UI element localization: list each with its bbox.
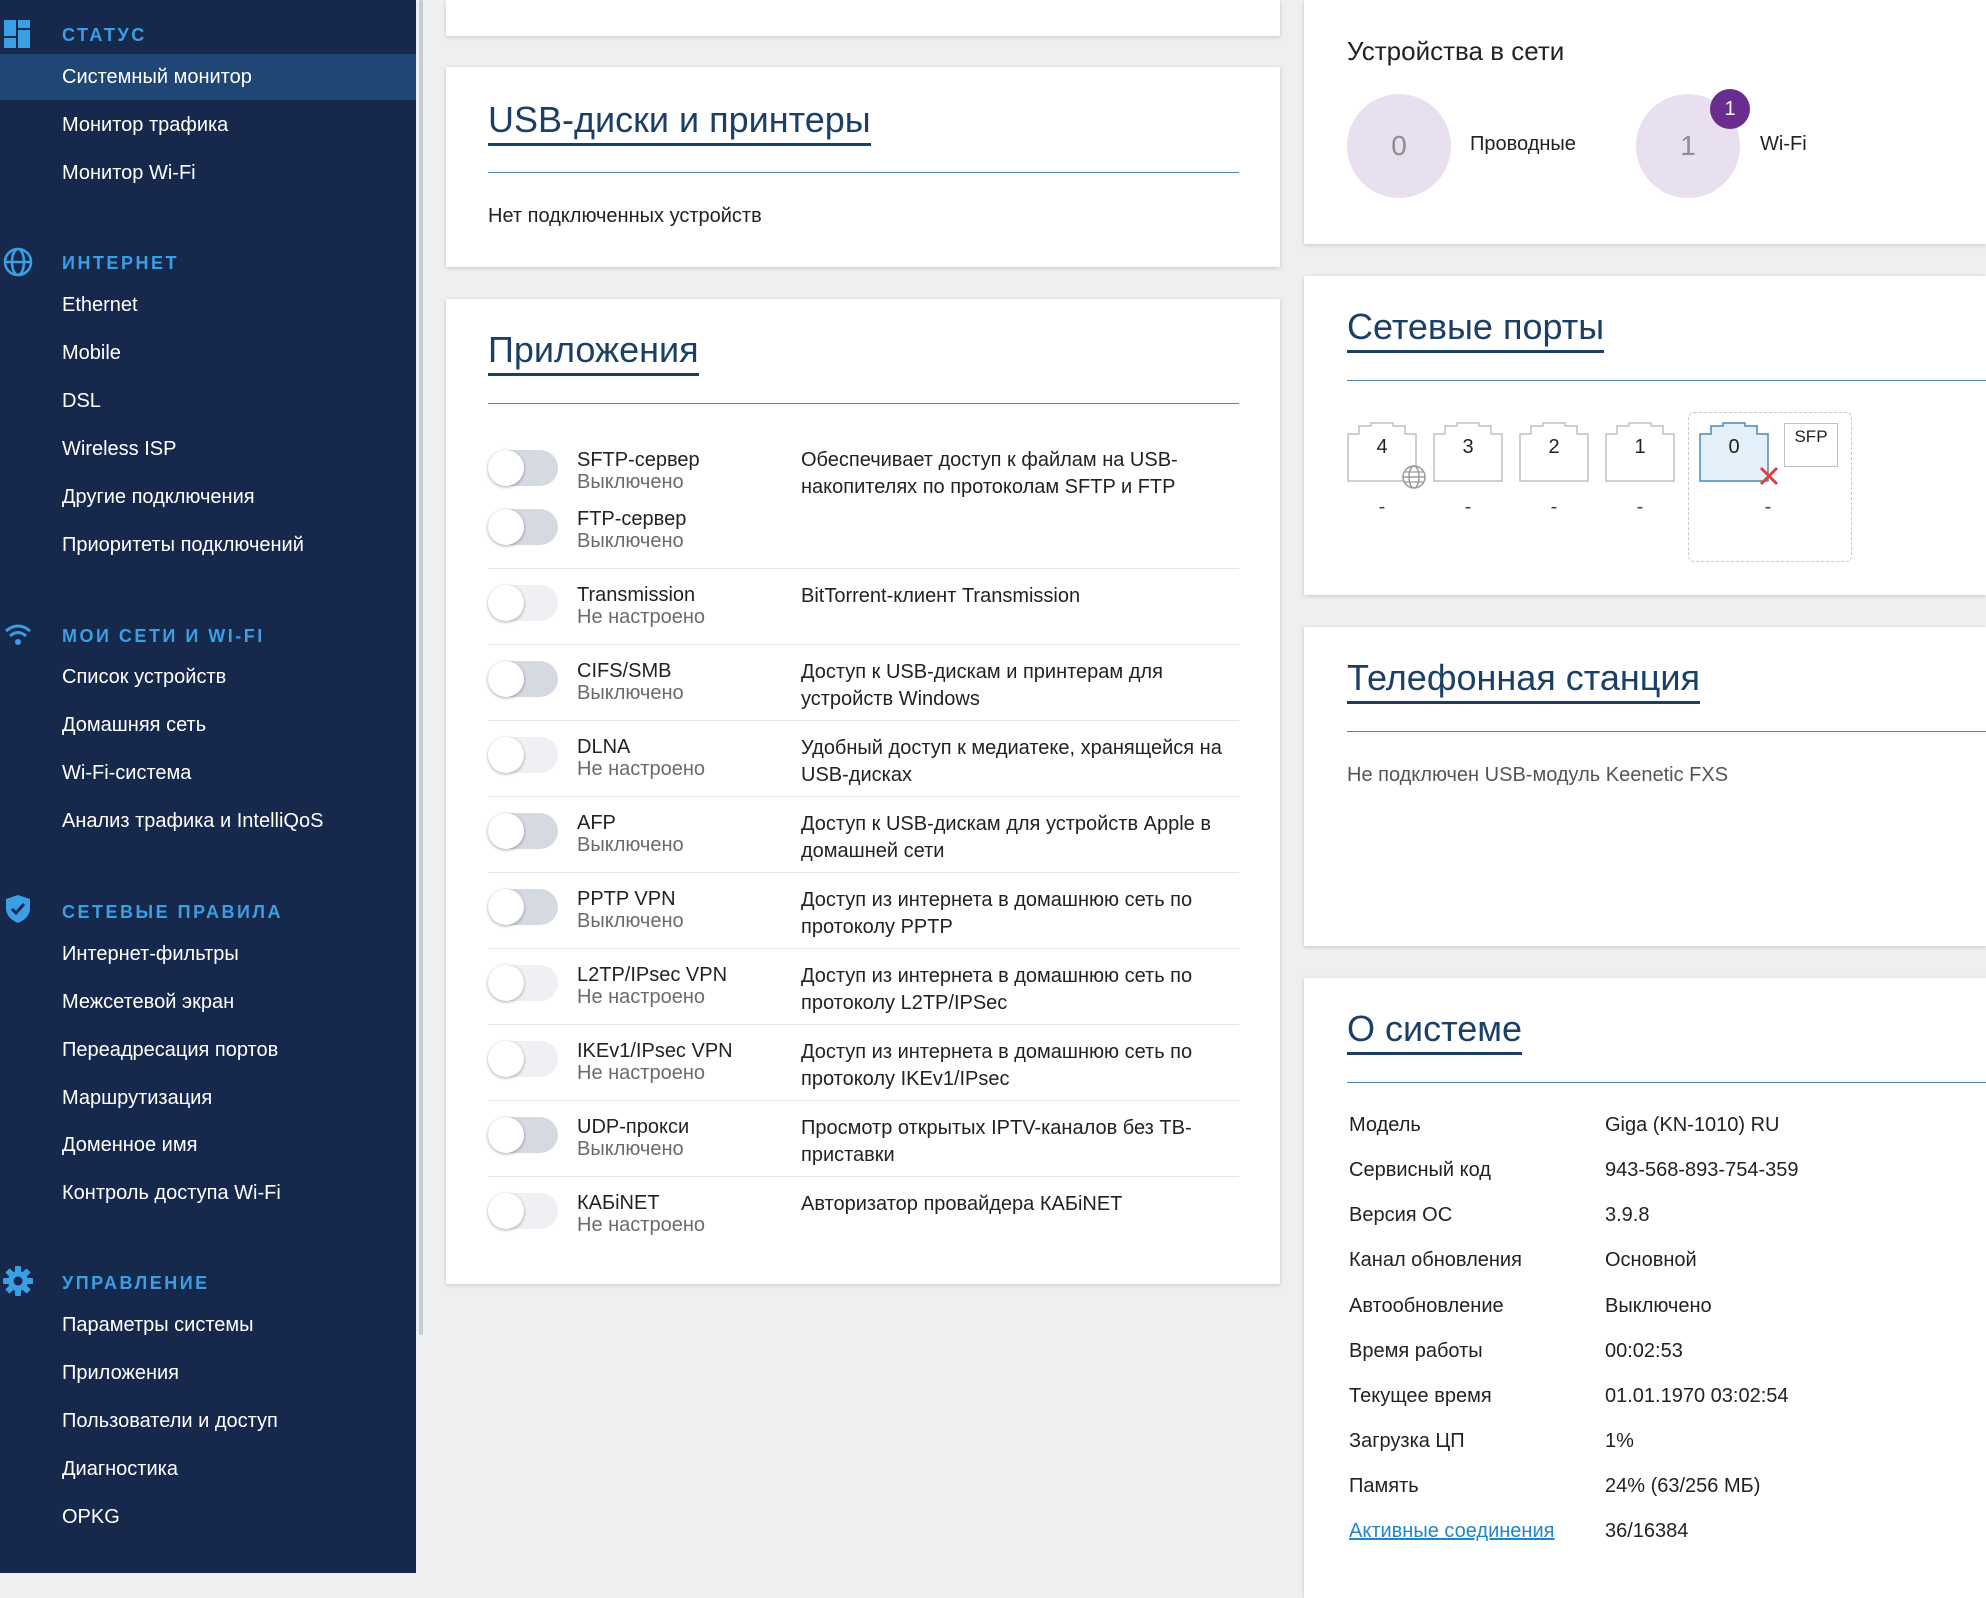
app-status: Не настроено [577, 1062, 705, 1084]
info-value-current-time: 01.01.1970 03:02:54 [1605, 1385, 1789, 1407]
sidebar-item-wireless-isp[interactable]: Wireless ISP [62, 438, 177, 460]
info-key-os-version: Версия ОС [1349, 1204, 1453, 1226]
devices-title: Устройства в сети [1347, 36, 1565, 66]
sidebar-item-home-network[interactable]: Домашняя сеть [62, 714, 207, 736]
apps-card-divider [488, 403, 1239, 404]
app-name: L2TP/IPsec VPN [577, 964, 728, 986]
active-connections-link[interactable]: Активные соединения [1349, 1520, 1555, 1542]
ikev1-toggle[interactable] [488, 1041, 558, 1077]
info-key-uptime: Время работы [1349, 1340, 1483, 1362]
app-desc: Удобный доступ к медиатеке, хранящейся на USB-дисках [801, 737, 1222, 786]
app-name: UDP-прокси [577, 1116, 690, 1138]
sidebar-item-firewall[interactable]: Межсетевой экран [62, 991, 235, 1013]
sidebar-item-domain-name[interactable]: Доменное имя [62, 1134, 198, 1156]
sftp-toggle[interactable] [488, 450, 558, 486]
pptp-toggle[interactable] [488, 889, 558, 925]
app-desc: Доступ к USB-дискам для устройств Apple в домашней сети [801, 813, 1211, 862]
udp-proxy-toggle[interactable] [488, 1117, 558, 1153]
usb-empty-text: Нет подключенных устройств [488, 205, 762, 227]
system-card-title: О системе [1347, 1008, 1522, 1055]
app-desc: Доступ из интернета в домашнюю сеть по протоколу IKEv1/IPsec [801, 1041, 1193, 1090]
wired-count[interactable]: 0 [1347, 94, 1451, 198]
app-status: Выключено [577, 1138, 684, 1160]
phone-status-text: Не подключен USB-модуль Keenetic FXS [1347, 764, 1729, 786]
app-name: IKEv1/IPsec VPN [577, 1040, 733, 1062]
port-2-label: 2 [1548, 436, 1560, 458]
sidebar-item-routing[interactable]: Маршрутизация [62, 1087, 213, 1109]
info-key-cpu-load: Загрузка ЦП [1349, 1430, 1465, 1452]
app-status: Не настроено [577, 986, 705, 1008]
port-0-label: 0 [1728, 436, 1740, 458]
wifi-count[interactable]: 1 [1636, 94, 1740, 198]
wifi-badge: 1 [1710, 89, 1750, 129]
sidebar-item-mobile[interactable]: Mobile [62, 342, 121, 364]
system-card-divider [1347, 1082, 1986, 1083]
sfp-port[interactable]: SFP [1784, 423, 1838, 467]
sidebar-item-traffic-analysis[interactable]: Анализ трафика и IntelliQoS [62, 810, 324, 832]
phone-card [1304, 627, 1986, 946]
sidebar-item-system-settings[interactable]: Параметры системы [62, 1314, 254, 1336]
app-desc: Доступ из интернета в домашнюю сеть по протоколу L2TP/IPSec [801, 965, 1193, 1014]
sidebar-scrollbar[interactable] [419, 0, 423, 1335]
sidebar-item-opkg[interactable]: OPKG [62, 1506, 120, 1528]
row-separator [488, 872, 1239, 873]
row-separator [488, 948, 1239, 949]
sidebar-item-wifi-monitor[interactable]: Монитор Wi-Fi [62, 162, 196, 184]
l2tp-toggle[interactable] [488, 965, 558, 1001]
app-status: Выключено [577, 530, 684, 552]
row-separator [488, 1100, 1239, 1101]
kabinet-toggle[interactable] [488, 1193, 558, 1229]
app-name: DLNA [577, 736, 631, 758]
info-key-service-code: Сервисный код [1349, 1159, 1491, 1181]
sidebar-item-device-list[interactable]: Список устройств [62, 666, 227, 688]
sidebar-section-my-networks: МОИ СЕТИ И WI-FI [62, 626, 265, 646]
usb-card [446, 67, 1280, 267]
app-status: Выключено [577, 682, 684, 704]
sidebar [0, 0, 416, 1573]
info-value-autoupdate: Выключено [1605, 1295, 1712, 1317]
sidebar-section-network-rules: СЕТЕВЫЕ ПРАВИЛА [62, 902, 284, 922]
row-separator [488, 568, 1239, 569]
devices-card [1304, 0, 1986, 244]
app-name: PPTP VPN [577, 888, 676, 910]
row-separator [488, 1176, 1239, 1177]
wifi-label: Wi-Fi [1760, 133, 1807, 155]
sidebar-item-applications[interactable]: Приложения [62, 1362, 180, 1384]
wired-label: Проводные [1470, 133, 1576, 155]
port-2-speed: - [1550, 496, 1558, 518]
dashboard-icon [2, 18, 34, 50]
app-name: CIFS/SMB [577, 660, 672, 682]
row-separator [488, 644, 1239, 645]
row-separator [488, 720, 1239, 721]
info-value-uptime: 00:02:53 [1605, 1340, 1683, 1362]
port-4-label: 4 [1376, 436, 1388, 458]
info-value-os-version: 3.9.8 [1605, 1204, 1650, 1226]
app-desc: Просмотр открытых IPTV-каналов без ТВ-приставки [801, 1117, 1192, 1166]
app-status: Не настроено [577, 1214, 705, 1236]
app-name: AFP [577, 812, 616, 834]
app-desc: Доступ к USB-дискам и принтерам для устройств Windows [801, 661, 1163, 710]
globe-icon [2, 246, 34, 278]
cifs-toggle[interactable] [488, 661, 558, 697]
app-desc: Обеспечивает доступ к файлам на USB-накопителях по протоколам SFTP и FTP [801, 449, 1178, 498]
info-value-active-connections: 36/16384 [1605, 1520, 1689, 1542]
app-name: FTP-сервер [577, 508, 687, 530]
info-value-update-channel: Основной [1605, 1249, 1697, 1271]
app-status: Выключено [577, 471, 684, 493]
afp-toggle[interactable] [488, 813, 558, 849]
ports-card-title: Сетевые порты [1347, 306, 1604, 353]
sidebar-section-internet: ИНТЕРНЕТ [62, 253, 179, 273]
sidebar-item-users-access[interactable]: Пользователи и доступ [62, 1410, 278, 1432]
apps-card-title: Приложения [488, 329, 699, 376]
app-name: КАБiNET [577, 1192, 660, 1214]
info-value-service-code: 943-568-893-754-359 [1605, 1159, 1799, 1181]
shield-icon [2, 893, 34, 925]
wifi-icon [2, 619, 34, 651]
info-value-model: Giga (KN-1010) RU [1605, 1114, 1780, 1136]
port-3-speed: - [1464, 496, 1472, 518]
info-value-cpu-load: 1% [1605, 1430, 1634, 1452]
app-status: Выключено [577, 834, 684, 856]
close-icon [1758, 465, 1780, 487]
ftp-toggle[interactable] [488, 509, 558, 545]
sidebar-item-dsl[interactable]: DSL [62, 390, 101, 412]
phone-card-title: Телефонная станция [1347, 657, 1700, 704]
row-separator [488, 796, 1239, 797]
port-3-label: 3 [1462, 436, 1474, 458]
sidebar-item-other-connections[interactable]: Другие подключения [62, 486, 255, 508]
sidebar-item-traffic-monitor[interactable]: Монитор трафика [62, 114, 229, 136]
app-name: SFTP-сервер [577, 449, 700, 471]
sidebar-item-diagnostics[interactable]: Диагностика [62, 1458, 178, 1480]
phone-card-divider [1347, 731, 1986, 732]
sidebar-item-system-monitor[interactable]: Системный монитор [0, 54, 416, 100]
usb-card-title: USB-диски и принтеры [488, 99, 871, 146]
row-separator [488, 1024, 1239, 1025]
sidebar-section-status: СТАТУС [62, 25, 147, 45]
info-key-autoupdate: Автообновление [1349, 1295, 1504, 1317]
info-key-current-time: Текущее время [1349, 1385, 1492, 1407]
sidebar-item-wifi-system[interactable]: Wi-Fi-система [62, 762, 192, 784]
sidebar-item-internet-filters[interactable]: Интернет-фильтры [62, 943, 239, 965]
app-desc: Доступ из интернета в домашнюю сеть по протоколу PPTP [801, 889, 1193, 938]
port-4-speed: - [1378, 496, 1386, 518]
apps-card [446, 299, 1280, 1284]
ports-card-divider [1347, 380, 1986, 381]
gear-icon [2, 1265, 34, 1297]
app-desc: BitTorrent-клиент Transmission [801, 585, 1081, 607]
app-status: Не настроено [577, 606, 705, 628]
port-1-label: 1 [1634, 436, 1646, 458]
sidebar-item-ethernet[interactable]: Ethernet [62, 294, 138, 316]
info-value-memory: 24% (63/256 МБ) [1605, 1475, 1761, 1497]
globe-icon [1401, 464, 1427, 490]
dlna-toggle[interactable] [488, 737, 558, 773]
ports-card [1304, 276, 1986, 595]
app-status: Выключено [577, 910, 684, 932]
top-card-partial [446, 0, 1280, 36]
info-key-update-channel: Канал обновления [1349, 1249, 1522, 1271]
port-1-speed: - [1636, 496, 1644, 518]
system-card [1304, 978, 1986, 1598]
app-name: Transmission [577, 584, 696, 606]
sidebar-section-management: УПРАВЛЕНИЕ [62, 1273, 210, 1293]
app-desc: Авторизатор провайдера КАБiNET [801, 1193, 1123, 1215]
port-0-speed: - [1764, 496, 1772, 518]
app-status: Не настроено [577, 758, 705, 780]
sidebar-item-connection-priorities[interactable]: Приоритеты подключений [62, 534, 304, 556]
transmission-toggle[interactable] [488, 585, 558, 621]
sidebar-item-port-forwarding[interactable]: Переадресация портов [62, 1039, 279, 1061]
usb-card-divider [488, 172, 1239, 173]
info-key-model: Модель [1349, 1114, 1421, 1136]
sidebar-item-wifi-access-control[interactable]: Контроль доступа Wi-Fi [62, 1182, 281, 1204]
info-key-memory: Память [1349, 1475, 1419, 1497]
